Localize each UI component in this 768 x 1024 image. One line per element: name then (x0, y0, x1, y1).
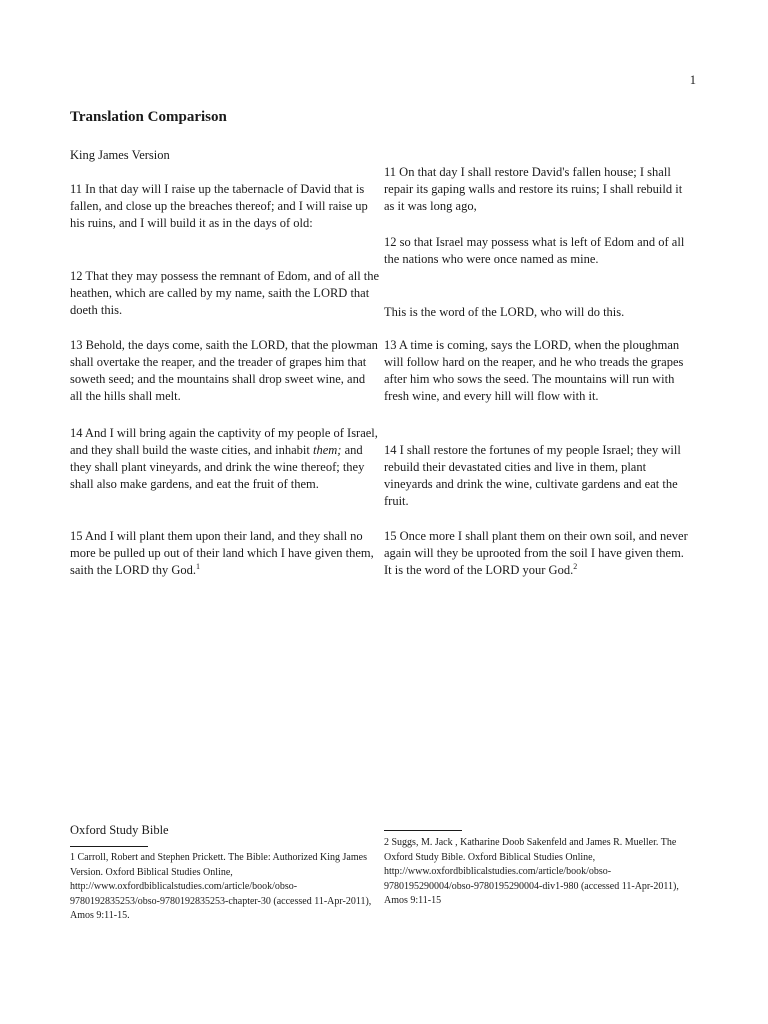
kjv-verse-15-text (70, 528, 380, 579)
osb-verse-12 (384, 234, 694, 268)
osb-verse-14 (384, 442, 694, 510)
osb-verse-11 (384, 164, 694, 215)
kjv-verse-11-text: 11 In that day will I raise up the tabernacle of David that is fallen, and close up the breaches thereof; and I will raise up his ruins, and I will build it as in the days of old: (70, 182, 368, 230)
kjv-verse-15 (70, 528, 380, 579)
osb-verse-15 (384, 528, 694, 579)
footnote-1-text: 1 Carroll, Robert and Stephen Prickett. The Bible: Authorized King James Version. Oxford Biblical Studies Online, http://www.oxfordbiblicalstudies.com/article/book/obso-9780192835253/obso-9780192835253-chapter-30 (accessed 11-Apr-2011), Amos 9:11-15. (70, 852, 372, 921)
kjv-verse-14 (70, 425, 380, 493)
page-title: Translation Comparison (70, 109, 227, 125)
kjv-label: King James Version (70, 148, 170, 162)
kjv-verse-14-text (70, 425, 380, 493)
osb-verse-15-body: 15 Once more I shall plant them on their own soil, and never again will they be uprooted from the soil I have given them. It is the word of the LORD your God. (384, 529, 688, 577)
kjv-verse-12 (70, 268, 380, 319)
footnote-2-text: 2 Suggs, M. Jack , Katharine Doob Sakenfeld and James R. Mueller. The Oxford Study Bible. Oxford Biblical Studies Online, http://www.oxfordbiblicalstudies.com/article/book/obso-9780195290004/obso-9780195290004-div1-980 (accessed 11-Apr-2011), Amos 9:11-15 (384, 837, 679, 906)
kjv-verse-11 (70, 181, 380, 232)
footnote-1 (70, 851, 382, 924)
footnote-ref-2[interactable]: 2 (573, 561, 578, 571)
kjv-verse-15-body: 15 And I will plant them upon their land, and they shall no more be pulled up out of their land which I have given them, saith the LORD thy God. (70, 529, 374, 577)
osb-verse-14-text: 14 I shall restore the fortunes of my people Israel; they will rebuild their devastated cities and live in them, plant vineyards and drink the wine, cultivate gardens and eat the fruit. (384, 443, 681, 508)
osb-closing-text: This is the word of the LORD, who will do this. (384, 305, 625, 319)
page-number: 1 (689, 73, 696, 87)
footnote-2 (384, 836, 696, 909)
osb-closing (384, 304, 694, 321)
kjv-verse-14-part-b: and they shall plant vineyards, and drink the wine thereof; they shall also make gardens, and eat the fruit of them. (70, 443, 365, 491)
osb-label: Oxford Study Bible (70, 823, 169, 837)
kjv-verse-12-text: 12 That they may possess the remnant of Edom, and of all the heathen, which are called by my name, saith the LORD that doeth this. (70, 269, 380, 317)
osb-verse-11-text: 11 On that day I shall restore David's fallen house; I shall repair its gaping walls and restore its ruins; I shall rebuild it as it was long ago, (384, 165, 683, 213)
kjv-verse-13 (70, 337, 380, 405)
osb-verse-13 (384, 337, 694, 405)
kjv-verse-14-italic: them; (313, 443, 342, 457)
kjv-verse-13-text: 13 Behold, the days come, saith the LORD, that the plowman shall overtake the reaper, and the treader of grapes him that soweth seed; and the mountains shall drop sweet wine, and all the hills shall melt. (70, 338, 378, 403)
osb-verse-15-text (384, 528, 694, 579)
kjv-verse-14-part-a: 14 And I will bring again the captivity of my people of Israel, and they shall build the waste cities, and inhabit (70, 426, 378, 457)
footnote-ref-1[interactable]: 1 (196, 561, 201, 571)
osb-verse-13-text: 13 A time is coming, says the LORD, when the ploughman will follow hard on the reaper, and he who treads the grapes after him who sows the seed. The mountains will run with fresh wine, and every hill will flow with it. (384, 338, 684, 403)
footnote-separator-right (384, 830, 462, 831)
footnote-separator-left (70, 846, 148, 847)
osb-verse-12-text: 12 so that Israel may possess what is left of Edom and of all the nations who were once named as mine. (384, 235, 685, 266)
